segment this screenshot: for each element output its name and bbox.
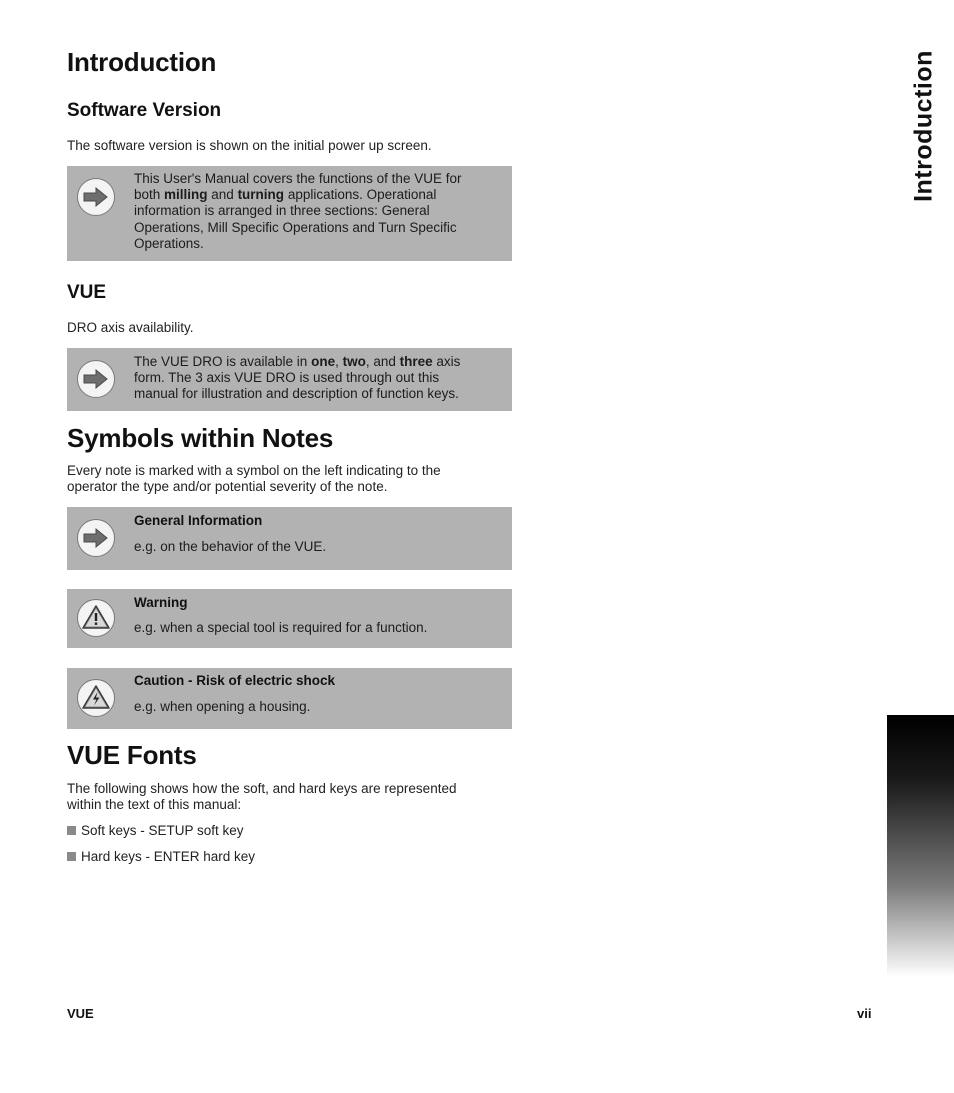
vue-fonts-text-line2: within the text of this manual: — [67, 797, 242, 812]
warning-triangle-icon — [77, 599, 115, 637]
footer-page-number: vii — [857, 1006, 872, 1021]
electric-shock-icon — [77, 679, 115, 717]
note-caution-electric-shock — [67, 668, 512, 729]
arrow-right-icon — [77, 178, 115, 216]
vertical-section-title: Introduction — [909, 50, 938, 202]
software-version-text: The software version is shown on the initial power up screen. — [67, 138, 432, 153]
vue-text: DRO axis availability. — [67, 320, 194, 335]
symbols-heading: Symbols within Notes — [67, 423, 334, 453]
symbols-text-line1: Every note is marked with a symbol on the left indicating to the — [67, 463, 441, 478]
vue-fonts-text-line1: The following shows how the soft, and hard keys are represented — [67, 781, 457, 796]
note-title: Caution - Risk of electric shock — [134, 673, 336, 688]
note-body: e.g. on the behavior of the VUE. — [134, 539, 327, 554]
bullet-soft-keys: Soft keys - SETUP soft key — [67, 823, 244, 839]
bullet-hard-keys: Hard keys - ENTER hard key — [67, 849, 255, 865]
footer-left: VUE — [67, 1006, 94, 1021]
note-title: Warning — [134, 595, 188, 610]
note-body: e.g. when opening a housing. — [134, 699, 311, 714]
note-general-information — [67, 507, 512, 570]
symbols-text-line2: operator the type and/or potential severity of the note. — [67, 479, 388, 494]
vue-fonts-heading: VUE Fonts — [67, 740, 197, 770]
vue-heading: VUE — [67, 282, 107, 303]
note-title: General Information — [134, 513, 263, 528]
note-body: e.g. when a special tool is required for a function. — [134, 620, 428, 635]
note-axis-availability — [67, 348, 512, 411]
chapter-tab-gradient — [887, 715, 954, 977]
note-axis-availability-text: The VUE DRO is available in one, two, and three axis form. The 3 axis VUE DRO is used through out this manual for illustration and description of function keys. — [134, 354, 461, 402]
arrow-right-icon — [77, 519, 115, 557]
bullet-square-icon — [67, 852, 76, 861]
software-version-heading: Software Version — [67, 100, 222, 121]
introduction-heading: Introduction — [67, 47, 217, 77]
bullet-square-icon — [67, 826, 76, 835]
note-manual-scope-text: This User's Manual covers the functions of the VUE for both milling and turning applications. Operational information is arranged in three sections: General Operations, Mill Specific Operations and Turn Specific Operations. — [134, 171, 462, 251]
arrow-right-icon — [77, 360, 115, 398]
note-warning — [67, 589, 512, 648]
note-manual-scope — [67, 166, 512, 261]
